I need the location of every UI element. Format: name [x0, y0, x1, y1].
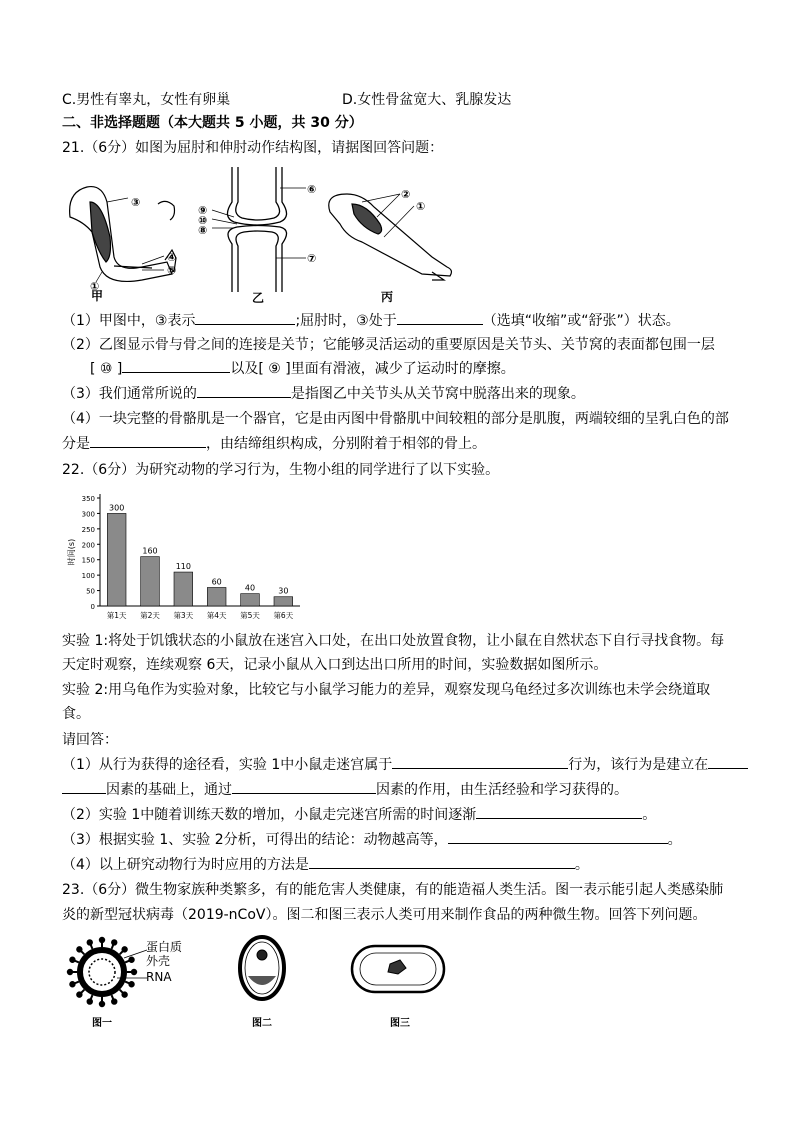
y-tick-label: 100 — [81, 572, 95, 581]
bar — [107, 513, 126, 606]
section-title: 二、非选择题题（本大题共 5 小题，共 30 分） — [62, 115, 363, 131]
bar — [241, 594, 260, 606]
q21-part1: （1）甲图中，③表示 ;屈肘时，③处于 （选填“收缩”或“舒张”）状态。 — [62, 310, 744, 332]
bacterium-figure — [352, 946, 444, 992]
answer-blank[interactable] — [195, 310, 295, 325]
answer-blank[interactable] — [392, 754, 568, 769]
answer-blank[interactable] — [122, 358, 230, 373]
q22-exp1: 实验 1:将处于饥饿状态的小鼠放在迷宫入口处，在出口处放置食物，让小鼠在自然状态下自行寻找食物。每 — [62, 633, 725, 649]
label-yi-6: ⑥ — [307, 183, 317, 196]
label-yi-9: ⑨ — [198, 204, 208, 217]
answer-blank[interactable] — [309, 854, 575, 869]
label-bing-1: ① — [416, 200, 426, 213]
q21-part3: （3）我们通常所说的 是指图乙中关节头从关节窝中脱落出来的现象。 — [62, 383, 744, 405]
y-tick-label: 350 — [81, 495, 95, 503]
bar-value-label: 110 — [175, 562, 191, 572]
bar — [274, 597, 293, 606]
q21-part2-cont: [ ⑩ ] 以及[ ⑨ ]里面有滑液，减少了运动时的摩擦。 — [90, 358, 744, 380]
virus-figure — [68, 938, 147, 1006]
q21-part4: （4）一块完整的骨骼肌是一个器官，它是由丙图中骨骼肌中间较粗的部分是肌腹，两端较细的呈乳白色的部 — [62, 411, 729, 427]
label-jia-5: ⑤ — [167, 264, 177, 277]
answer-blank[interactable] — [62, 779, 106, 794]
caption-fig1: 图一 — [92, 1018, 112, 1029]
label-jia-4: ④ — [167, 251, 177, 264]
bar-value-label: 40 — [244, 583, 256, 593]
y-tick-label: 200 — [81, 541, 95, 550]
q21-figure — [62, 162, 462, 302]
answer-blank[interactable] — [232, 779, 376, 794]
label-bing-2: ② — [401, 188, 411, 201]
mc-option-c: C.男性有睾丸，女性有卵巢 — [62, 92, 231, 108]
y-axis-label: 时间(s) — [67, 538, 76, 566]
caption-jia: 甲 — [91, 289, 104, 303]
q22-exp1-cont: 天定时观察，连续观察 6天，记录小鼠从入口到达出口所用的时间，实验数据如图所示。 — [62, 657, 608, 673]
q23-stem: 23.（6分）微生物家族种类繁多，有的能危害人类健康，有的能造福人类生活。图一表示能引起人类感染肺 — [62, 882, 724, 898]
figure-yi-joint — [212, 167, 306, 292]
q22-exp2-cont: 食。 — [62, 706, 90, 722]
y-tick-label: 0 — [90, 603, 95, 611]
virus-label-shell: 外壳 — [146, 954, 171, 968]
label-yi-7: ⑦ — [307, 252, 317, 265]
q22-ask: 请回答： — [62, 732, 118, 748]
virus-label-protein: 蛋白质 — [146, 940, 183, 954]
bar — [141, 557, 160, 606]
q22-exp2: 实验 2:用乌龟作为实验对象，比较它与小鼠学习能力的差异，观察发现乌龟经过多次训练也未学会绕道取 — [62, 682, 711, 698]
q21-part4-cont: 分是 ，由结缔组织构成，分别附着于相邻的骨上。 — [62, 433, 744, 455]
q22-part4: （4）以上研究动物行为时应用的方法是 。 — [62, 854, 744, 876]
x-tick-label: 第3天 — [173, 611, 194, 620]
answer-blank[interactable] — [197, 383, 291, 398]
x-tick-label: 第1天 — [106, 611, 127, 620]
bar-value-label: 60 — [211, 577, 222, 587]
answer-blank[interactable] — [448, 829, 668, 844]
answer-blank[interactable] — [90, 433, 206, 448]
y-tick-label: 50 — [86, 587, 95, 596]
q22-part1: （1）从行为获得的途径看，实验 1中小鼠走迷宫属于 行为，该行为是建立在 — [62, 754, 744, 776]
y-tick-label: 150 — [81, 556, 95, 565]
y-tick-label: 300 — [81, 510, 95, 519]
x-tick-label: 第4天 — [206, 611, 227, 620]
bar-value-label: 30 — [278, 586, 289, 596]
caption-bing: 丙 — [381, 290, 394, 304]
caption-fig2: 图二 — [252, 1018, 272, 1029]
answer-blank[interactable] — [476, 804, 642, 819]
q21-stem: 21.（6分）如图为屈肘和伸肘动作结构图，请据图回答问题： — [62, 140, 444, 156]
figure-jia-arm — [70, 187, 176, 282]
bar-value-label: 300 — [109, 503, 125, 513]
q22-part2: （2）实验 1中随着训练天数的增加，小鼠走完迷宫所需的时间逐渐 。 — [62, 804, 744, 826]
answer-blank[interactable] — [708, 754, 748, 769]
q22-part3: （3）根据实验 1、实验 2分析，可得出的结论：动物越高等， 。 — [62, 829, 744, 851]
figure-bing-arm — [329, 194, 452, 280]
label-jia-1: ① — [90, 280, 100, 293]
q22-stem: 22.（6分）为研究动物的学习行为，生物小组的同学进行了以下实验。 — [62, 462, 500, 478]
yeast-figure — [240, 937, 284, 999]
q23-stem-cont: 炎的新型冠状病毒（2019-nCoV）。图二和图三表示人类可用来制作食品的两种微生物。回答下列问题。 — [62, 907, 707, 923]
caption-fig3: 图三 — [390, 1018, 410, 1029]
x-tick-label: 第5天 — [240, 611, 260, 620]
bar-value-label: 160 — [142, 546, 158, 556]
label-yi-8: ⑧ — [198, 224, 208, 237]
label-jia-3: ③ — [131, 196, 141, 209]
mc-option-d: D.女性骨盆宽大、乳腺发达 — [342, 92, 512, 108]
q22-part1-cont: 因素的基础上，通过 因素的作用，由生活经验和学习获得的。 — [62, 779, 744, 801]
caption-yi: 乙 — [252, 291, 265, 305]
bar — [174, 572, 193, 606]
label-yi-10: ⑩ — [198, 214, 208, 227]
bar — [207, 587, 226, 606]
x-tick-label: 第2天 — [140, 611, 160, 620]
answer-blank[interactable] — [397, 310, 483, 325]
q21-part2: （2）乙图显示骨与骨之间的连接是关节；它能够灵活运动的重要原因是关节头、关节窝的表面都包围一层 — [62, 337, 715, 353]
x-tick-label: 第6天 — [273, 611, 294, 620]
virus-label-rna: RNA — [146, 970, 172, 984]
y-tick-label: 250 — [81, 525, 95, 534]
maze-time-bar-chart — [62, 490, 312, 625]
